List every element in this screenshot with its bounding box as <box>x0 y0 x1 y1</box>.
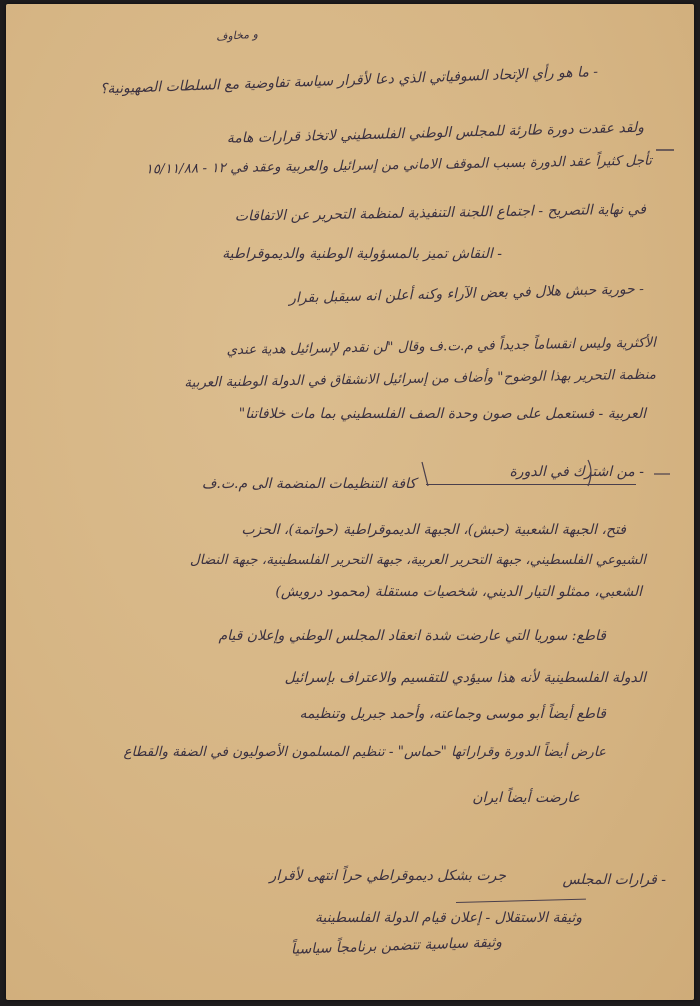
handwritten-page <box>6 4 694 1000</box>
text-line: ولقد عقدت دورة طارئة للمجلس الوطني الفلسطيني لاتخاذ قرارات هامة <box>226 119 645 147</box>
text-line: وثيقة سياسية تتضمن برنامجاً سياسياً <box>290 934 503 958</box>
text-line: - النقاش تميز بالمسؤولية الوطنية والديموقراطية <box>222 246 502 262</box>
text-line: فتح، الجبهة الشعبية (حبش)، الجبهة الديموقراطية (حواتمة)، الحزب <box>241 522 626 538</box>
section-heading: - من اشترك في الدورة <box>509 464 644 480</box>
text-line: الشيوعي الفلسطيني، جبهة التحرير العربية، جبهة التحرير الفلسطينية، جبهة النضال <box>189 552 646 568</box>
text-line: وثيقة الاستقلال - إعلان قيام الدولة الفلسطينية <box>314 910 582 926</box>
text-line: جرت بشكل ديموقراطي حراً انتهى لأقرار <box>269 868 506 884</box>
bracket-stroke <box>588 460 591 486</box>
text-line: قاطع أيضاً أبو موسى وجماعته، وأحمد جبريل وتنظيمه <box>299 706 606 722</box>
text-line: الدولة الفلسطينية لأنه هذا سيؤدي للتقسيم والاعتراف بإسرائيل <box>284 670 646 686</box>
text-line: العربية - فستعمل على صون وحدة الصف الفلسطيني بما مات خلافاتنا" <box>238 406 646 422</box>
text-line: عارض أيضاً الدورة وقراراتها "حماس" - تنظيم المسلمون الأصوليون في الضفة والقطاع <box>123 744 606 760</box>
text-line: الأكثرية وليس انقساماً جديداً في م.ت.ف وقال "لن نقدم لإسرائيل هدية عندي <box>226 334 657 359</box>
section-heading: - قرارات المجلس <box>562 872 666 888</box>
text-line: عارضت أيضاً ايران <box>472 790 580 806</box>
pen-marks <box>6 4 694 1000</box>
text-line: منظمة التحرير بهذا الوضوح" وأضاف من إسرائيل الانشقاق في الدولة الوطنية العربية <box>184 366 657 391</box>
text-line: - حورية حبش هلال في بعض الآراء وكنه أعلن انه سيقبل بقرار <box>288 281 645 307</box>
text-line: تأجل كثيراً عقد الدورة بسبب الموقف الاماني من إسرائيل والعربية وعقد في ١٢ - ١٥/١١/٨٨ <box>145 152 653 178</box>
text-line: الشعبي، ممثلو التيار الديني، شخصيات مستقلة (محمود درويش) <box>275 584 642 600</box>
text-line: في نهاية التصريح - اجتماع اللجنة التنفيذية لمنظمة التحرير عن الاتفاقات <box>234 201 647 225</box>
bracket-stroke <box>422 462 428 486</box>
text-line: قاطع: سوريا التي عارضت شدة انعقاد المجلس الوطني وإعلان قيام <box>218 628 606 644</box>
annotation-above-line: و مخاوف <box>215 27 259 44</box>
heading-question-line: - ما هو رأي الإتحاد السوفياتي الذي دعا لأقرار سياسة تفاوضية مع السلطات الصهيونية؟ <box>99 64 599 98</box>
text-line: كافة التنظيمات المنضمة الى م.ت.ف <box>201 476 416 492</box>
